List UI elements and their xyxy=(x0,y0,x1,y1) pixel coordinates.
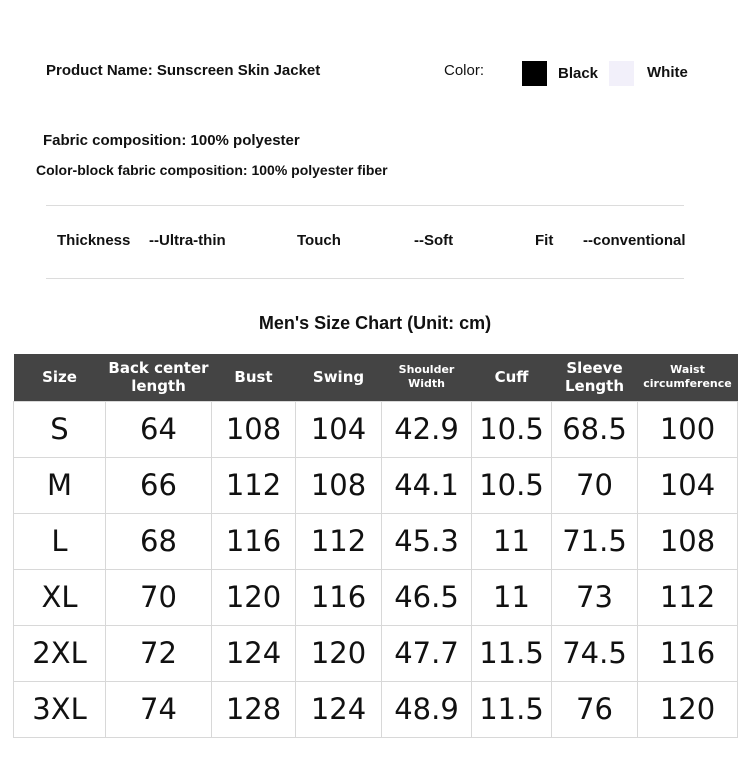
header-row xyxy=(14,354,738,401)
table-row xyxy=(14,401,738,457)
cell-swing: 120 xyxy=(296,625,382,681)
cell-sleeve-length: 74.5 xyxy=(552,625,638,681)
size-chart-table xyxy=(13,354,738,738)
header-shoulder-width: Shoulder Width xyxy=(382,354,472,401)
cell-swing: 104 xyxy=(296,401,382,457)
cell-waist-circumference: 100 xyxy=(638,401,738,457)
cell-cuff: 10.5 xyxy=(472,401,552,457)
cell-swing: 108 xyxy=(296,457,382,513)
header-size: Size xyxy=(14,354,106,401)
cell-waist-circumference: 112 xyxy=(638,569,738,625)
header-swing: Swing xyxy=(296,354,382,401)
color-name-black: Black xyxy=(558,65,599,82)
fit-label: Fit xyxy=(535,232,554,249)
color-swatch-white xyxy=(609,61,634,86)
cell-size: S xyxy=(14,401,106,457)
header-waist-circumference: Waist circumference xyxy=(638,354,738,401)
table-row xyxy=(14,513,738,569)
table-row xyxy=(14,457,738,513)
size-chart-title: Men's Size Chart (Unit: cm) xyxy=(258,313,492,333)
divider-bottom xyxy=(46,278,684,279)
cell-size: L xyxy=(14,513,106,569)
cell-back-center-length: 68 xyxy=(106,513,212,569)
cell-swing: 124 xyxy=(296,681,382,737)
cell-sleeve-length: 76 xyxy=(552,681,638,737)
cell-back-center-length: 70 xyxy=(106,569,212,625)
header-cuff: Cuff xyxy=(472,354,552,401)
table-row xyxy=(14,681,738,737)
header-sleeve-length: Sleeve Length xyxy=(552,354,638,401)
cell-swing: 116 xyxy=(296,569,382,625)
cell-bust: 128 xyxy=(212,681,296,737)
thickness-label: Thickness xyxy=(57,232,131,249)
cell-waist-circumference: 104 xyxy=(638,457,738,513)
cell-shoulder-width: 45.3 xyxy=(382,513,472,569)
colorblock-composition: Color-block fabric composition: 100% polyester fiber xyxy=(36,162,388,178)
cell-size: 3XL xyxy=(14,681,106,737)
cell-back-center-length: 72 xyxy=(106,625,212,681)
product-name: Product Name: Sunscreen Skin Jacket xyxy=(46,62,321,79)
cell-cuff: 11 xyxy=(472,569,552,625)
header-bust: Bust xyxy=(212,354,296,401)
cell-size: XL xyxy=(14,569,106,625)
color-swatch-black xyxy=(522,61,547,86)
header-back-center-length: Back center length xyxy=(106,354,212,401)
cell-size: 2XL xyxy=(14,625,106,681)
cell-shoulder-width: 48.9 xyxy=(382,681,472,737)
cell-shoulder-width: 42.9 xyxy=(382,401,472,457)
cell-sleeve-length: 70 xyxy=(552,457,638,513)
cell-shoulder-width: 47.7 xyxy=(382,625,472,681)
cell-sleeve-length: 71.5 xyxy=(552,513,638,569)
cell-bust: 124 xyxy=(212,625,296,681)
cell-cuff: 11.5 xyxy=(472,625,552,681)
cell-shoulder-width: 46.5 xyxy=(382,569,472,625)
touch-label: Touch xyxy=(297,232,341,249)
thickness-value: --Ultra-thin xyxy=(149,232,226,249)
cell-bust: 112 xyxy=(212,457,296,513)
cell-sleeve-length: 73 xyxy=(552,569,638,625)
divider-top xyxy=(46,205,684,206)
fabric-composition: Fabric composition: 100% polyester xyxy=(43,132,300,149)
cell-swing: 112 xyxy=(296,513,382,569)
cell-bust: 116 xyxy=(212,513,296,569)
cell-bust: 120 xyxy=(212,569,296,625)
fit-value: --conventional xyxy=(583,232,686,249)
color-label: Color: xyxy=(444,62,485,79)
table-row xyxy=(14,569,738,625)
cell-cuff: 11 xyxy=(472,513,552,569)
cell-back-center-length: 66 xyxy=(106,457,212,513)
cell-waist-circumference: 116 xyxy=(638,625,738,681)
color-name-white: White xyxy=(647,64,688,81)
cell-sleeve-length: 68.5 xyxy=(552,401,638,457)
cell-back-center-length: 74 xyxy=(106,681,212,737)
cell-waist-circumference: 108 xyxy=(638,513,738,569)
cell-shoulder-width: 44.1 xyxy=(382,457,472,513)
table-row xyxy=(14,625,738,681)
cell-cuff: 10.5 xyxy=(472,457,552,513)
cell-waist-circumference: 120 xyxy=(638,681,738,737)
cell-cuff: 11.5 xyxy=(472,681,552,737)
cell-bust: 108 xyxy=(212,401,296,457)
cell-back-center-length: 64 xyxy=(106,401,212,457)
touch-value: --Soft xyxy=(414,232,454,249)
cell-size: M xyxy=(14,457,106,513)
